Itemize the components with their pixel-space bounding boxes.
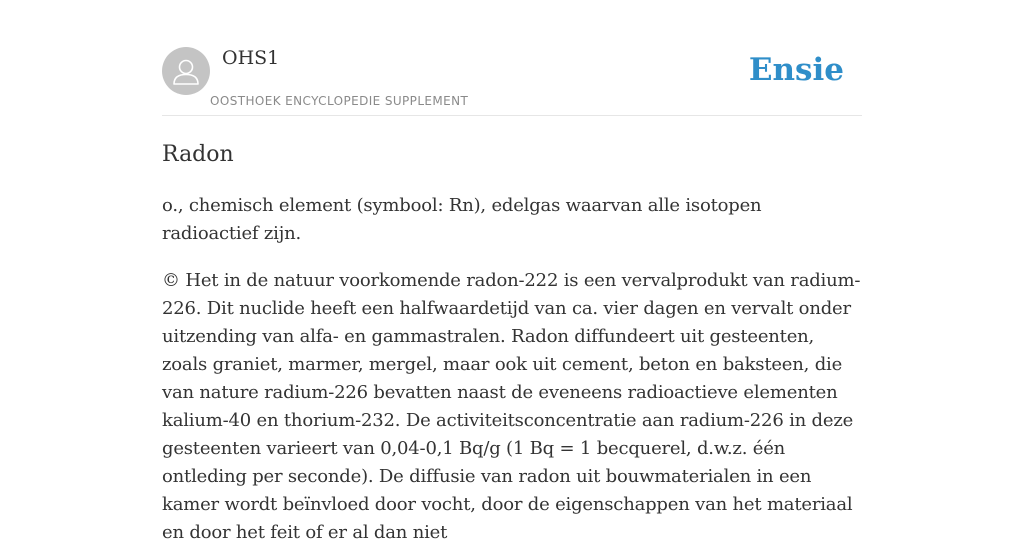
avatar[interactable] bbox=[162, 47, 210, 95]
user-silhouette-icon bbox=[162, 47, 210, 95]
article-paragraph-definition: o., chemisch element (symbool: Rn), edelgas waarvan alle isotopen radioactief zijn. bbox=[162, 195, 762, 244]
article-paragraph-body: © Het in de natuur voorkomende radon-222 is een vervalprodukt van radium-226. Dit nuclide heeft een halfwaardetijd van ca. vier dagen en vervalt onder uitzending van alfa- en gammastralen. Radon diffundeert uit gesteenten, zoals graniet, marmer, mergel, maar ook uit cement, beton en baksteen, die van nature radium-226 bevatten naast de eveneens radioactieve elementen kalium-40 en thorium-232. De activiteitsconcentratie aan radium-226 in deze gesteenten varieert van 0,04-0,1 Bq/g (1 Bq = 1 becquerel, d.w.z. één ontleding per seconde). De diffusie van radon uit bouwmaterialen in een kamer wordt beïnvloed door vocht, door de eigenschappen van het materiaal en door het feit of er al dan niet bbox=[162, 270, 861, 543]
source-name[interactable]: OHS1 bbox=[222, 47, 280, 69]
ensie-logo[interactable]: Ensie bbox=[748, 52, 844, 88]
article-container bbox=[162, 0, 862, 543]
source-subtitle[interactable]: OOSTHOEK ENCYCLOPEDIE SUPPLEMENT bbox=[210, 94, 469, 108]
source-header bbox=[162, 0, 862, 116]
article-title: Radon bbox=[162, 142, 234, 167]
